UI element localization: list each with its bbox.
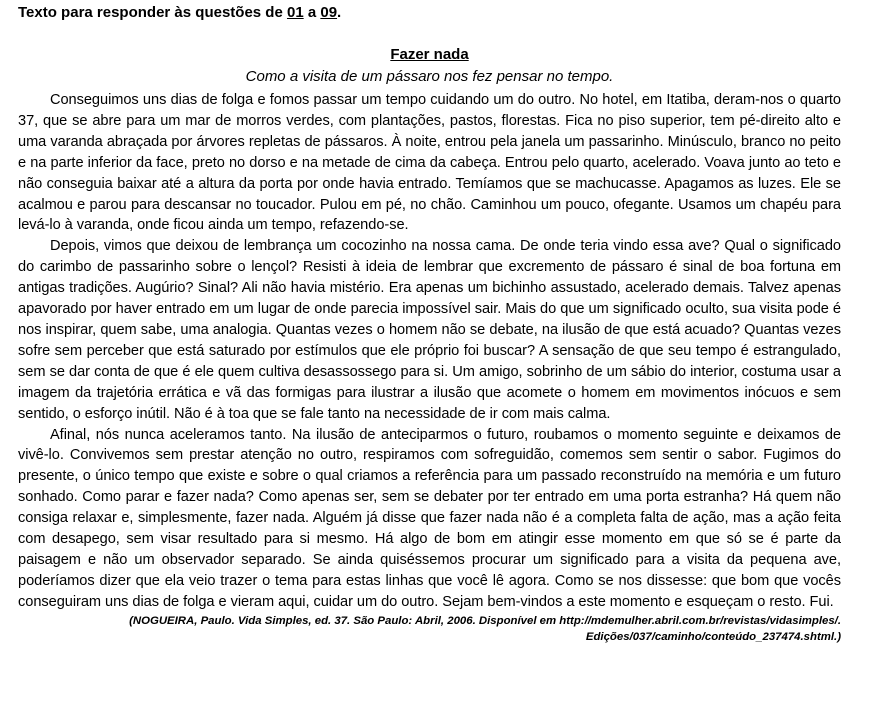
citation-line-1: (NOGUEIRA, Paulo. Vida Simples, ed. 37. São Paulo: Abril, 2006. Disponível em http://mdemulher.abril.com.br/revistas/vidasimples/. [129, 614, 841, 627]
instruction-prefix: Texto para responder às questões de [18, 4, 287, 21]
instruction-question-start: 01 [286, 4, 304, 21]
article-paragraph-3: Afinal, nós nunca aceleramos tanto. Na ilusão de anteciparmos o futuro, roubamos o momento seguinte e deixamos de vivê-lo. Convivemos sem prestar atenção no outro, respiramos com sofreguidão, comemos sem sentir o sabor. Fugimos do presente, o único tempo que existe e sobre o qual criamos a referência para um passado reconstruído na memória e um futuro sonhado. Como parar e fazer nada? Como apenas ser, sem se debater por ter entrado em uma porta estranha? Há quem não consiga relaxar e, simplesmente, fazer nada. Alguém já disse que fazer nada não é a completa falta de ação, mas a ação feita com desapego, sem visar resultado para si mesmo. Há algo de bom em atingir esse momento em que só se é parte da paisagem e não um observador separado. Se ainda quiséssemos procurar um significado para a visita da pequena ave, poderíamos dizer que ela veio trazer o tema para estas linhas que você lê agora. Como se nos dissesse: que bom que vocês conseguiram uns dias de folga e vieram aqui, cuidar um do outro. Sejam bem-vindos a este momento e esqueçam o resto. Fui. [18, 426, 841, 610]
instruction-middle: a [303, 4, 321, 21]
instruction-question-end: 09 [320, 4, 338, 21]
source-citation [18, 613, 841, 645]
question-instruction [18, 4, 841, 22]
article-paragraph-2: Depois, vimos que deixou de lembrança um cocozinho na nossa cama. De onde teria vindo essa ave? Qual o significado do carimbo de passarinho sobre o lençol? Resisti à ideia de lembrar que excremento de pássaro é sinal de boa fortuna em antigas tradições. Augúrio? Sinal? Ali não havia mistério. Era apenas um bichinho assustado, acelerado demais. Talvez apenas apavorado por haver entrado em um lugar de onde parecia impossível sair. Mais do que um significado oculto, sua visita pode é nos inspirar, quem sabe, uma analogia. Quantas vezes o homem não se debate, na ilusão de que está acuado? Quantas vezes sofre sem perceber que está saturado por estímulos que ele próprio foi buscar? A sensação de que seu tempo é estrangulado, sem se dar conta de que é ele quem cultiva desassossego para si. Um amigo, sobrinho de um sábio do interior, costuma usar a imagem da trajetória errática e vã das formigas para ilustrar a ilusão que acomete o homem em movimentos inócuos e sem sentido, o esforço inútil. Não é à toa que se fale tanto na necessidade de ir com mais calma. [18, 238, 841, 422]
article-title: Fazer nada [390, 46, 469, 63]
article-subtitle: Como a visita de um pássaro nos fez pensar no tempo. [245, 68, 614, 85]
article-paragraph-1: Conseguimos uns dias de folga e fomos passar um tempo cuidando um do outro. No hotel, em Itatiba, deram-nos o quarto 37, que se abre para um mar de morros verdes, com plantações, pastos, florestas. Fica no piso superior, tem pé-direito alto e uma varanda abraçada por árvores repletas de pássaros. À noite, entrou pela janela um passarinho. Minúsculo, branco no peito e na parte inferior da face, preto no dorso e na metade de cima da cabeça. Entrou pelo quarto, acelerado. Voava junto ao teto e não conseguia baixar até a altura da porta por onde havia entrado. Temíamos que se machucasse. Apagamos as luzes. Ele se acalmou e parou para descansar no toucador. Pulou em pé, no chão. Caminhou um pouco, ofegante. Usamos um chapéu para levá-lo à varanda, onde ficou ainda um tempo, refazendo-se. [18, 92, 841, 234]
citation-line-2: Edições/037/caminho/conteúdo_237474.shtml.) [585, 630, 841, 643]
document-page [18, 4, 841, 645]
instruction-suffix: . [337, 4, 342, 21]
